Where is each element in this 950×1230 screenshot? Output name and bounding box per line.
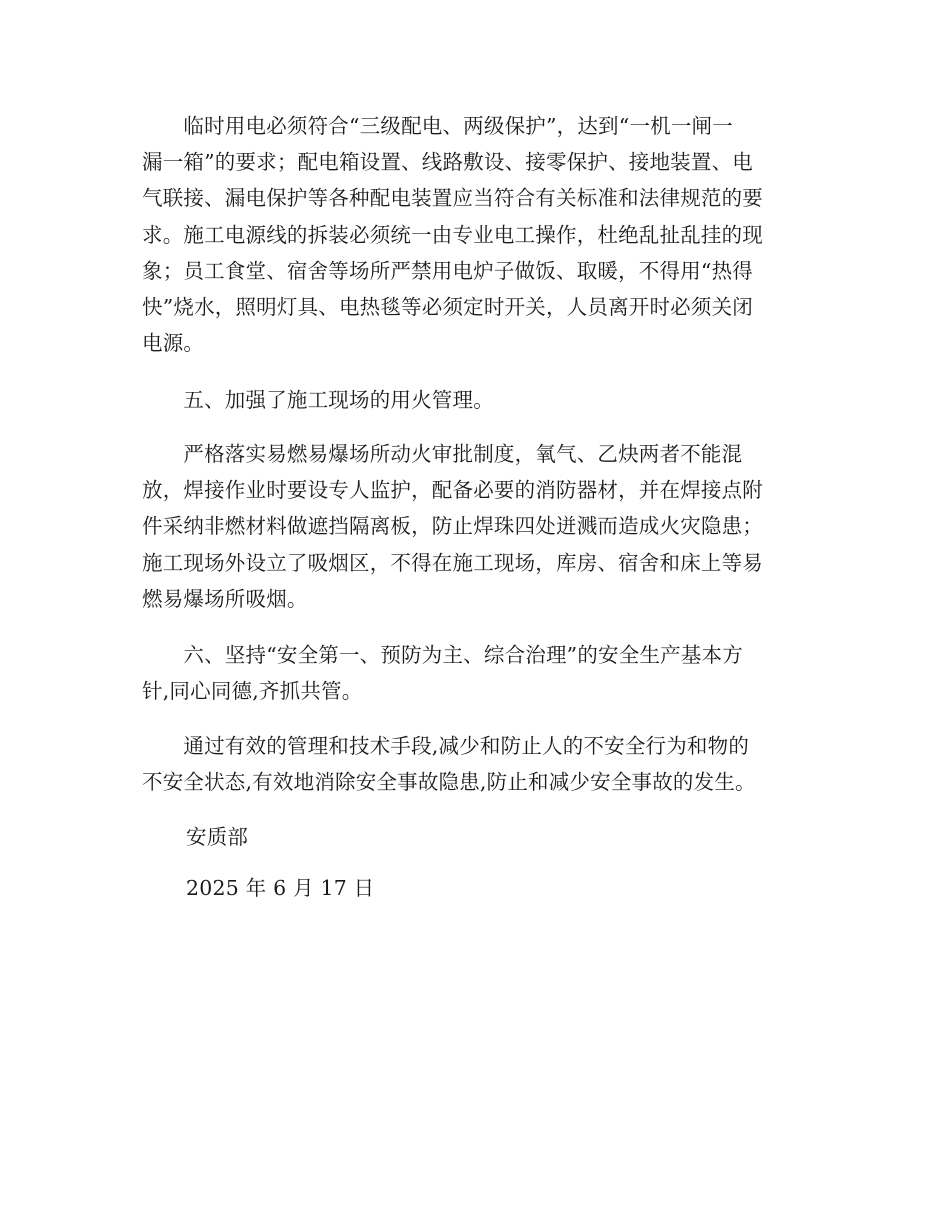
section-heading: 六、坚持“安全第一、预防为主、综合治理”的安全生产基本方 [142, 643, 743, 667]
paragraph-line: 燃易爆场所吸烟。 [142, 587, 308, 611]
paragraph-line: 漏一箱”的要求；配电箱设置、线路敷设、接零保护、接地装置、电 [142, 150, 753, 174]
section-heading: 五、加强了施工现场的用火管理。 [142, 388, 494, 412]
paragraph-line: 气联接、漏电保护等各种配电装置应当符合有关标准和法律规范的要 [142, 186, 763, 210]
paragraph-line: 放，焊接作业时要设专人监护，配备必要的消防器材，并在焊接点附 [142, 478, 763, 502]
paragraph-line: 不安全状态,有效地消除安全事故隐患,防止和减少安全事故的发生。 [142, 770, 756, 794]
signature-department: 安质部 [186, 825, 249, 849]
paragraph-line: 电源。 [142, 331, 205, 355]
paragraph-line: 快”烧水，照明灯具、电热毯等必须定时开关，人员离开时必须关闭 [142, 295, 753, 319]
paragraph-line: 施工现场外设立了吸烟区，不得在施工现场，库房、宿舍和床上等易 [142, 551, 763, 575]
paragraph-line: 件采纳非燃材料做遮挡隔离板，防止焊珠四处迸溅而造成火灾隐患； [142, 514, 763, 538]
paragraph-line: 象；员工食堂、宿舍等场所严禁用电炉子做饭、取暖，不得用“热得 [142, 259, 753, 283]
signature-date: 2025 年 6 月 17 日 [186, 876, 375, 900]
paragraph-line: 临时用电必须符合“三级配电、两级保护”，达到“一机一闸一 [142, 114, 733, 138]
paragraph-line: 针,同心同德,齐抓共管。 [142, 679, 363, 703]
paragraph-line: 严格落实易燃易爆场所动火审批制度，氧气、乙炔两者不能混 [142, 442, 743, 466]
paragraph-line: 求。施工电源线的拆装必须统一由专业电工操作，杜绝乱扯乱挂的现 [142, 223, 763, 247]
paragraph-line: 通过有效的管理和技术手段,减少和防止人的不安全行为和物的 [142, 734, 750, 758]
